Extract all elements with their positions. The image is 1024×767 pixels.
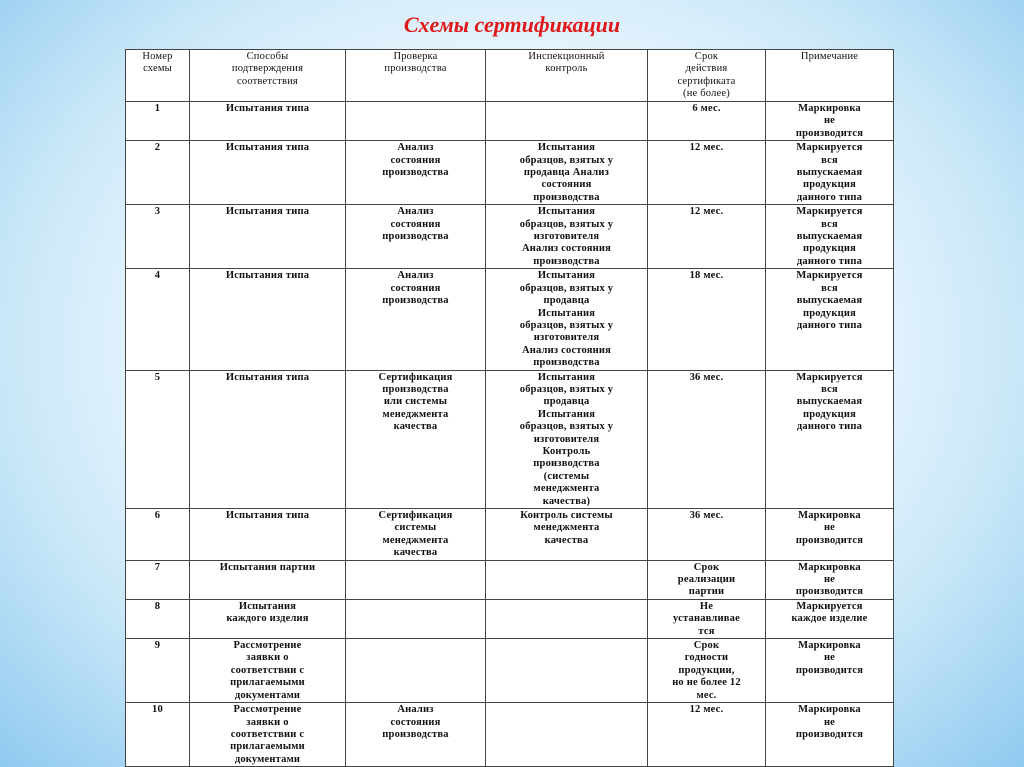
header-production-check: Проверка производства (346, 50, 486, 102)
cell-validity: 6 мес. (648, 102, 766, 141)
header-certificate-validity: Срок действия сертификата (не более) (648, 50, 766, 102)
cell-validity: 36 мес. (648, 370, 766, 508)
certification-schemes-table-wrapper (125, 49, 893, 767)
cell-note: Маркировка не производится (766, 703, 894, 767)
cell-note: Маркируется вся выпускаемая продукция данного типа (766, 370, 894, 508)
header-scheme-number: Номер схемы (126, 50, 190, 102)
cell-scheme-number: 10 (126, 703, 190, 767)
cell-production-check: Сертификация системы менеджмента качества (346, 509, 486, 561)
cell-conformity-method: Испытания типа (190, 509, 346, 561)
cell-note: Маркируется вся выпускаемая продукция данного типа (766, 269, 894, 370)
cell-conformity-method: Испытания типа (190, 141, 346, 205)
cell-validity: 12 мес. (648, 205, 766, 269)
table-header-row (126, 50, 894, 102)
cell-conformity-method: Испытания типа (190, 370, 346, 508)
header-inspection-control: Инспекционный контроль (486, 50, 648, 102)
cell-conformity-method: Испытания каждого изделия (190, 599, 346, 638)
cell-production-check (346, 102, 486, 141)
cell-note: Маркировка не производится (766, 560, 894, 599)
header-note: Примечание (766, 50, 894, 102)
cell-production-check: Сертификация производства или системы менеджмента качества (346, 370, 486, 508)
cell-inspection-control: Испытания образцов, взятых у изготовителя Анализ состояния производства (486, 205, 648, 269)
cell-scheme-number: 3 (126, 205, 190, 269)
table-row (126, 639, 894, 703)
cell-inspection-control (486, 102, 648, 141)
header-conformity-methods: Способы подтверждения соответствия (190, 50, 346, 102)
certification-schemes-table (125, 49, 894, 767)
cell-production-check (346, 639, 486, 703)
cell-note: Маркируется каждое изделие (766, 599, 894, 638)
cell-production-check: Анализ состояния производства (346, 205, 486, 269)
cell-note: Маркируется вся выпускаемая продукция данного типа (766, 141, 894, 205)
table-row (126, 560, 894, 599)
cell-conformity-method: Рассмотрение заявки о соответствии с прилагаемыми документами (190, 639, 346, 703)
cell-production-check: Анализ состояния производства (346, 703, 486, 767)
table-row (126, 102, 894, 141)
table-row (126, 599, 894, 638)
cell-conformity-method: Испытания партии (190, 560, 346, 599)
cell-scheme-number: 9 (126, 639, 190, 703)
cell-scheme-number: 1 (126, 102, 190, 141)
cell-scheme-number: 5 (126, 370, 190, 508)
table-row (126, 141, 894, 205)
cell-production-check: Анализ состояния производства (346, 141, 486, 205)
cell-inspection-control (486, 560, 648, 599)
cell-validity: 12 мес. (648, 141, 766, 205)
page-title: Схемы сертификации (403, 12, 621, 37)
cell-inspection-control: Испытания образцов, взятых у продавца Испытания образцов, взятых у изготовителя Анализ состояния производства (486, 269, 648, 370)
cell-inspection-control (486, 703, 648, 767)
cell-inspection-control (486, 639, 648, 703)
cell-note: Маркировка не производится (766, 639, 894, 703)
cell-validity: Не устанавливае тся (648, 599, 766, 638)
cell-inspection-control (486, 599, 648, 638)
cell-scheme-number: 7 (126, 560, 190, 599)
cell-note: Маркируется вся выпускаемая продукция данного типа (766, 205, 894, 269)
table-row (126, 205, 894, 269)
cell-conformity-method: Рассмотрение заявки о соответствии с прилагаемыми документами (190, 703, 346, 767)
cell-note: Маркировка не производится (766, 102, 894, 141)
cell-conformity-method: Испытания типа (190, 102, 346, 141)
cell-conformity-method: Испытания типа (190, 269, 346, 370)
table-row (126, 370, 894, 508)
cell-validity: Срок реализации партии (648, 560, 766, 599)
cell-scheme-number: 8 (126, 599, 190, 638)
cell-note: Маркировка не производится (766, 509, 894, 561)
table-row (126, 269, 894, 370)
cell-scheme-number: 4 (126, 269, 190, 370)
cell-scheme-number: 2 (126, 141, 190, 205)
cell-production-check (346, 560, 486, 599)
cell-inspection-control: Контроль системы менеджмента качества (486, 509, 648, 561)
cell-validity: 36 мес. (648, 509, 766, 561)
cell-validity: Срок годности продукции, но не более 12 мес. (648, 639, 766, 703)
cell-production-check: Анализ состояния производства (346, 269, 486, 370)
cell-validity: 18 мес. (648, 269, 766, 370)
table-row (126, 509, 894, 561)
cell-inspection-control: Испытания образцов, взятых у продавца Испытания образцов, взятых у изготовителя Контроль производства (системы менеджмента качества) (486, 370, 648, 508)
cell-conformity-method: Испытания типа (190, 205, 346, 269)
cell-scheme-number: 6 (126, 509, 190, 561)
cell-production-check (346, 599, 486, 638)
cell-validity: 12 мес. (648, 703, 766, 767)
table-row (126, 703, 894, 767)
cell-inspection-control: Испытания образцов, взятых у продавца Анализ состояния производства (486, 141, 648, 205)
